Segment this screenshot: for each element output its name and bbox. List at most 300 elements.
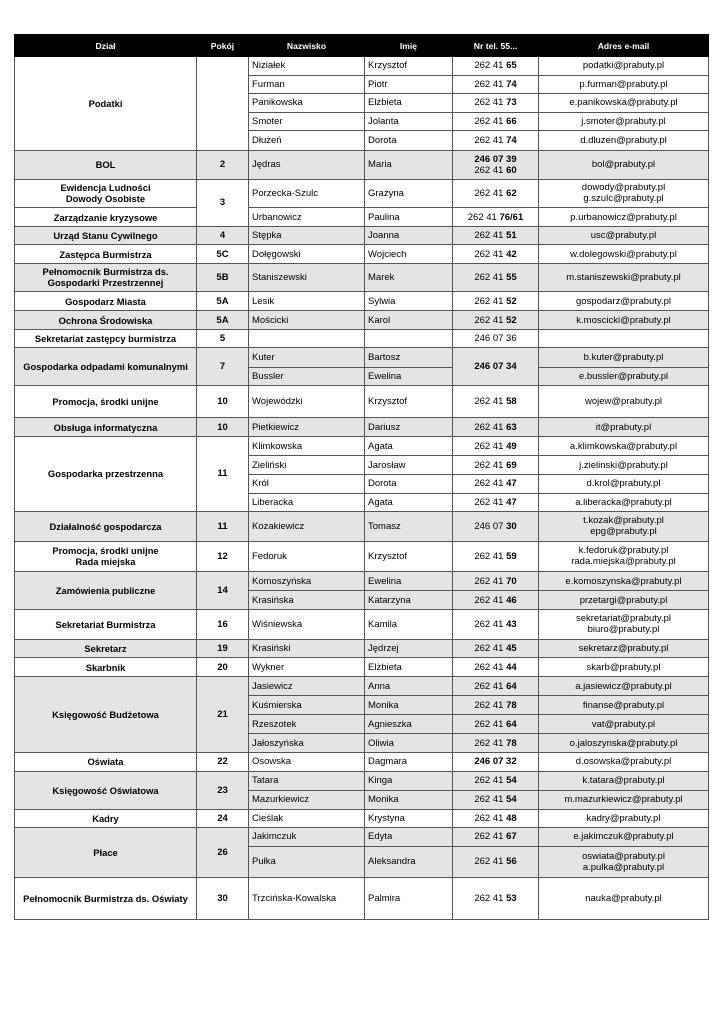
email-address: rada.miejska@prabuty.pl bbox=[571, 556, 676, 568]
table-row bbox=[15, 877, 709, 919]
phone-extension: 51 bbox=[506, 230, 517, 242]
phone-cell bbox=[453, 131, 539, 151]
first-name-cell: Ewelina bbox=[365, 367, 453, 386]
email-cell bbox=[539, 94, 709, 113]
email-cell bbox=[539, 828, 709, 847]
department-name: Podatki bbox=[88, 97, 123, 109]
surname-cell: Jędras bbox=[249, 150, 365, 179]
email-address: d.dluzen@prabuty.pl bbox=[580, 134, 667, 146]
department-name: BOL bbox=[95, 159, 116, 171]
phone-number bbox=[456, 700, 535, 711]
email-cell bbox=[539, 639, 709, 658]
email-cell bbox=[539, 436, 709, 456]
room-cell: 4 bbox=[197, 226, 249, 245]
department-name: Sekretariat zastępcy burmistrza bbox=[34, 333, 177, 345]
first-name-cell: Agata bbox=[365, 436, 453, 456]
phone-number bbox=[456, 396, 535, 407]
phone-cell bbox=[453, 846, 539, 877]
table-row bbox=[15, 329, 709, 348]
phone-cell bbox=[453, 639, 539, 658]
email-address: m.staniszewski@prabuty.pl bbox=[566, 271, 681, 283]
phone-extension: 70 bbox=[506, 575, 517, 587]
surname-cell: Zieliński bbox=[249, 456, 365, 475]
first-name-cell: Kinga bbox=[365, 771, 453, 791]
email-cell bbox=[539, 418, 709, 437]
first-name-cell: Marek bbox=[365, 263, 453, 291]
first-name-cell: Dorota bbox=[365, 131, 453, 151]
table-row bbox=[15, 541, 709, 571]
email-cell bbox=[539, 696, 709, 715]
phone-number bbox=[456, 441, 535, 452]
email-address: k.moscicki@prabuty.pl bbox=[576, 314, 671, 326]
department-cell bbox=[15, 609, 197, 639]
surname-cell: Rzeszotek bbox=[249, 714, 365, 734]
department-cell bbox=[15, 809, 197, 828]
phone-number bbox=[456, 497, 535, 508]
table-row bbox=[15, 245, 709, 264]
email-cell bbox=[539, 714, 709, 734]
phone-number bbox=[456, 60, 535, 71]
department-name: Gospodarz Miasta bbox=[65, 295, 146, 307]
room-cell: 16 bbox=[197, 609, 249, 639]
phone-prefix: 262 41 bbox=[467, 211, 500, 223]
phone-extension: 52 bbox=[506, 295, 517, 307]
surname-cell: Bussler bbox=[249, 367, 365, 386]
department-name: Skarbnik bbox=[85, 661, 126, 673]
phone-prefix: 262 41 bbox=[474, 550, 507, 562]
email-address: m.mazurkiewicz@prabuty.pl bbox=[564, 794, 683, 806]
first-name-cell: Krzysztof bbox=[365, 541, 453, 571]
email-address: d.osowska@prabuty.pl bbox=[575, 756, 672, 768]
phone-number bbox=[456, 272, 535, 283]
email-cell bbox=[539, 150, 709, 179]
department-name: Ewidencja Ludności bbox=[60, 182, 151, 194]
email-cell bbox=[539, 734, 709, 753]
surname-cell: Krasiński bbox=[249, 639, 365, 658]
phone-prefix: 262 41 bbox=[474, 396, 507, 408]
department-cell bbox=[15, 386, 197, 418]
room-cell: 21 bbox=[197, 676, 249, 752]
phone-number bbox=[456, 154, 535, 165]
email-address: w.dolegowski@prabuty.pl bbox=[570, 248, 677, 260]
email-address: it@prabuty.pl bbox=[595, 421, 652, 433]
surname-cell: Wykner bbox=[249, 658, 365, 677]
email-address: j.smoter@prabuty.pl bbox=[581, 115, 666, 127]
first-name-cell: Grażyna bbox=[365, 179, 453, 208]
phone-prefix: 262 41 bbox=[474, 295, 507, 307]
surname-cell: Krasińska bbox=[249, 591, 365, 610]
department-cell bbox=[15, 676, 197, 752]
phone-cell bbox=[453, 475, 539, 494]
phone-prefix: 262 41 bbox=[474, 115, 507, 127]
phone-number bbox=[456, 333, 535, 344]
email-address: p.furman@prabuty.pl bbox=[579, 78, 668, 90]
email-cell bbox=[539, 609, 709, 639]
surname-cell: Lesik bbox=[249, 291, 365, 311]
first-name-cell: Anna bbox=[365, 676, 453, 696]
email-cell bbox=[539, 179, 709, 208]
department-name: Gospodarki Przestrzennej bbox=[47, 277, 164, 289]
department-cell bbox=[15, 752, 197, 771]
phone-extension: 74 bbox=[506, 134, 517, 146]
phone-number bbox=[456, 595, 535, 606]
table-row bbox=[15, 150, 709, 179]
first-name-cell: Jędrzej bbox=[365, 639, 453, 658]
department-cell bbox=[15, 541, 197, 571]
room-cell: 5A bbox=[197, 291, 249, 311]
phone-cell bbox=[453, 734, 539, 753]
phone-extension: 64 bbox=[506, 718, 517, 730]
phone-cell bbox=[453, 591, 539, 610]
surname-cell: Osowska bbox=[249, 752, 365, 771]
phone-prefix: 262 41 bbox=[474, 271, 507, 283]
surname-cell: Fedoruk bbox=[249, 541, 365, 571]
phone-extension: 78 bbox=[506, 699, 517, 711]
email-address: e.panikowska@prabuty.pl bbox=[569, 97, 678, 109]
phone-extension: 63 bbox=[506, 421, 517, 433]
phone-extension: 64 bbox=[506, 680, 517, 692]
table-row bbox=[15, 658, 709, 677]
email-address: d.krol@prabuty.pl bbox=[586, 478, 661, 490]
phone-prefix: 246 07 bbox=[474, 520, 507, 532]
surname-cell: Pietkiewicz bbox=[249, 418, 365, 437]
phone-cell bbox=[453, 609, 539, 639]
email-address: vat@prabuty.pl bbox=[591, 718, 656, 730]
email-address: oswiata@prabuty.pl bbox=[582, 850, 665, 862]
phone-prefix: 262 41 bbox=[474, 134, 507, 146]
department-cell bbox=[15, 877, 197, 919]
email-cell bbox=[539, 676, 709, 696]
column-header-email: Adres e-mail bbox=[539, 35, 709, 57]
phone-cell bbox=[453, 263, 539, 291]
surname-cell: Mościcki bbox=[249, 311, 365, 330]
phone-prefix: 262 41 bbox=[474, 187, 507, 199]
department-name: Pełnomocnik Burmistrza ds. bbox=[42, 266, 169, 278]
phone-number bbox=[456, 521, 535, 532]
first-name-cell: Aleksandra bbox=[365, 846, 453, 877]
phone-prefix: 262 41 bbox=[474, 60, 507, 72]
email-address: finanse@prabuty.pl bbox=[582, 699, 665, 711]
surname-cell: Dołęgowski bbox=[249, 245, 365, 264]
email-cell bbox=[539, 571, 709, 591]
email-address: e.jakimczuk@prabuty.pl bbox=[573, 831, 674, 843]
email-address: bol@prabuty.pl bbox=[591, 159, 656, 171]
phone-extension: 48 bbox=[506, 812, 517, 824]
email-cell bbox=[539, 112, 709, 131]
room-cell: 30 bbox=[197, 877, 249, 919]
surname-cell: Jakimczuk bbox=[249, 828, 365, 847]
department-name: Księgowość Budżetowa bbox=[52, 708, 159, 720]
first-name-cell: Karol bbox=[365, 311, 453, 330]
email-cell bbox=[539, 591, 709, 610]
first-name-cell bbox=[365, 329, 453, 348]
email-address: gospodarz@prabuty.pl bbox=[575, 295, 672, 307]
phone-prefix: 262 41 bbox=[474, 575, 507, 587]
department-name: Obsługa informatyczna bbox=[53, 421, 158, 433]
department-name: Płace bbox=[93, 846, 118, 858]
email-cell bbox=[539, 846, 709, 877]
phone-cell bbox=[453, 696, 539, 715]
first-name-cell: Maria bbox=[365, 150, 453, 179]
table-header-row bbox=[15, 35, 709, 57]
phone-prefix: 262 41 bbox=[474, 856, 507, 868]
phone-extension: 42 bbox=[506, 248, 517, 260]
phone-extension: 30 bbox=[506, 520, 517, 532]
email-cell bbox=[539, 771, 709, 791]
phone-number bbox=[456, 794, 535, 805]
column-header-department: Dział bbox=[15, 35, 197, 57]
phone-prefix: 262 41 bbox=[474, 794, 507, 806]
phone-prefix: 262 41 bbox=[474, 680, 507, 692]
email-cell bbox=[539, 291, 709, 311]
phone-number bbox=[456, 756, 535, 767]
room-cell: 5B bbox=[197, 263, 249, 291]
surname-cell: Dłużeń bbox=[249, 131, 365, 151]
table-row bbox=[15, 571, 709, 591]
column-header-first-name: Imię bbox=[365, 35, 453, 57]
surname-cell: Mazurkiewicz bbox=[249, 791, 365, 810]
first-name-cell: Krzysztof bbox=[365, 386, 453, 418]
phone-cell bbox=[453, 57, 539, 76]
phone-prefix: 262 41 bbox=[474, 699, 507, 711]
email-cell bbox=[539, 367, 709, 386]
phone-number bbox=[456, 478, 535, 489]
phone-number bbox=[456, 249, 535, 260]
email-address: k.fedoruk@prabuty.pl bbox=[578, 545, 669, 557]
phone-cell bbox=[453, 752, 539, 771]
phone-prefix: 262 41 bbox=[474, 594, 507, 606]
phone-cell bbox=[453, 493, 539, 512]
first-name-cell: Joanna bbox=[365, 226, 453, 245]
department-name: Zamówienia publiczne bbox=[55, 584, 156, 596]
email-cell bbox=[539, 208, 709, 227]
email-cell bbox=[539, 809, 709, 828]
room-cell: 12 bbox=[197, 541, 249, 571]
email-address: b.kuter@prabuty.pl bbox=[583, 352, 664, 364]
department-cell bbox=[15, 418, 197, 437]
first-name-cell: Jolanta bbox=[365, 112, 453, 131]
table-row bbox=[15, 809, 709, 828]
room-cell: 20 bbox=[197, 658, 249, 677]
first-name-cell: Agata bbox=[365, 493, 453, 512]
surname-cell: Kuter bbox=[249, 348, 365, 368]
room-cell: 5A bbox=[197, 311, 249, 330]
department-cell bbox=[15, 771, 197, 809]
email-address: p.urbanowicz@prabuty.pl bbox=[570, 211, 677, 223]
first-name-cell: Paulina bbox=[365, 208, 453, 227]
surname-cell: Staniszewski bbox=[249, 263, 365, 291]
phone-extension: 62 bbox=[506, 187, 517, 199]
surname-cell: Urbanowicz bbox=[249, 208, 365, 227]
phone-cell bbox=[453, 245, 539, 264]
phone-number bbox=[456, 165, 535, 176]
email-address: skarb@prabuty.pl bbox=[586, 661, 661, 673]
phone-prefix: 262 41 bbox=[474, 230, 507, 242]
department-name: Zastępca Burmistrza bbox=[59, 248, 152, 260]
phone-prefix: 262 41 bbox=[474, 459, 507, 471]
first-name-cell: Monika bbox=[365, 696, 453, 715]
phone-cell bbox=[453, 436, 539, 456]
email-address: podatki@prabuty.pl bbox=[582, 60, 665, 72]
phone-number bbox=[456, 893, 535, 904]
phone-cell bbox=[453, 311, 539, 330]
room-cell: 26 bbox=[197, 828, 249, 877]
phone-prefix: 262 41 bbox=[474, 97, 507, 109]
table-body bbox=[15, 57, 709, 920]
surname-cell: Wiśniewska bbox=[249, 609, 365, 639]
phone-prefix: 262 41 bbox=[474, 643, 507, 654]
department-cell bbox=[15, 658, 197, 677]
phone-number bbox=[456, 315, 535, 326]
department-name: Promocja, środki unijne bbox=[52, 396, 159, 408]
department-cell bbox=[15, 208, 197, 227]
department-cell bbox=[15, 311, 197, 330]
table-row bbox=[15, 226, 709, 245]
department-cell bbox=[15, 150, 197, 179]
department-cell bbox=[15, 263, 197, 291]
table-row bbox=[15, 512, 709, 542]
room-cell: 11 bbox=[197, 436, 249, 511]
first-name-cell: Palmira bbox=[365, 877, 453, 919]
surname-cell: Klimkowska bbox=[249, 436, 365, 456]
phone-prefix: 262 41 bbox=[474, 248, 507, 260]
email-address: sekretarz@prabuty.pl bbox=[578, 643, 669, 654]
phone-prefix: 262 41 bbox=[474, 812, 507, 824]
room-cell: 7 bbox=[197, 348, 249, 386]
phone-cell bbox=[453, 208, 539, 227]
phone-prefix: 262 41 bbox=[474, 718, 507, 730]
room-cell: 14 bbox=[197, 571, 249, 609]
phone-number bbox=[456, 97, 535, 108]
surname-cell: Liberacka bbox=[249, 493, 365, 512]
table-row bbox=[15, 291, 709, 311]
phone-prefix: 262 41 bbox=[474, 737, 507, 749]
email-address: nauka@prabuty.pl bbox=[585, 892, 662, 904]
email-address: k.tatara@prabuty.pl bbox=[582, 775, 665, 787]
department-cell bbox=[15, 436, 197, 511]
first-name-cell: Krzysztof bbox=[365, 57, 453, 76]
email-cell bbox=[539, 263, 709, 291]
table-row bbox=[15, 609, 709, 639]
phone-extension: 76/61 bbox=[499, 211, 524, 223]
surname-cell: Wojewódzki bbox=[249, 386, 365, 418]
phone-extension: 58 bbox=[506, 396, 517, 408]
phone-extension: 54 bbox=[506, 775, 517, 787]
email-cell bbox=[539, 311, 709, 330]
phone-cell bbox=[453, 348, 539, 386]
surname-cell: Cieślak bbox=[249, 809, 365, 828]
table-row bbox=[15, 179, 709, 208]
phone-extension: 53 bbox=[506, 892, 517, 904]
phone-prefix: 262 41 bbox=[474, 421, 507, 433]
email-address: usc@prabuty.pl bbox=[590, 230, 657, 242]
surname-cell: Król bbox=[249, 475, 365, 494]
table-row bbox=[15, 263, 709, 291]
surname-cell: Komoszyńska bbox=[249, 571, 365, 591]
phone-number bbox=[456, 188, 535, 199]
first-name-cell: Ewelina bbox=[365, 571, 453, 591]
room-cell: 2 bbox=[197, 150, 249, 179]
email-cell bbox=[539, 245, 709, 264]
phone-cell bbox=[453, 658, 539, 677]
first-name-cell: Agnieszka bbox=[365, 714, 453, 734]
department-cell bbox=[15, 179, 197, 208]
phone-cell bbox=[453, 179, 539, 208]
phone-number bbox=[456, 643, 535, 654]
department-name: Kadry bbox=[92, 812, 119, 824]
room-cell: 11 bbox=[197, 512, 249, 542]
first-name-cell: Elżbieta bbox=[365, 94, 453, 113]
room-cell: 23 bbox=[197, 771, 249, 809]
email-address: g.szulc@prabuty.pl bbox=[583, 193, 664, 205]
phone-extension: 43 bbox=[506, 618, 517, 630]
table-row bbox=[15, 771, 709, 791]
email-cell bbox=[539, 512, 709, 542]
table-row bbox=[15, 676, 709, 696]
phone-number bbox=[456, 361, 535, 372]
phone-prefix: 262 41 bbox=[474, 164, 507, 176]
phone-number bbox=[456, 460, 535, 471]
phone-extension: 44 bbox=[506, 661, 517, 673]
phone-cell bbox=[453, 714, 539, 734]
surname-cell: Jasiewicz bbox=[249, 676, 365, 696]
email-address: wojew@prabuty.pl bbox=[584, 396, 663, 408]
surname-cell: Stępka bbox=[249, 226, 365, 245]
phone-number bbox=[456, 775, 535, 786]
room-cell: 5 bbox=[197, 329, 249, 348]
first-name-cell: Wojciech bbox=[365, 245, 453, 264]
phone-extension: 73 bbox=[506, 97, 517, 109]
phone-number bbox=[456, 662, 535, 673]
first-name-cell: Edyta bbox=[365, 828, 453, 847]
email-address: kadry@prabuty.pl bbox=[586, 812, 661, 824]
phone-extension: 49 bbox=[506, 440, 517, 452]
phone-extension: 246 07 34 bbox=[474, 361, 517, 373]
room-cell: 3 bbox=[197, 179, 249, 226]
phone-prefix: 262 41 bbox=[474, 831, 507, 843]
room-cell bbox=[197, 57, 249, 151]
phone-extension: 46 bbox=[506, 594, 517, 606]
phone-extension: 59 bbox=[506, 550, 517, 562]
email-cell bbox=[539, 348, 709, 368]
first-name-cell: Piotr bbox=[365, 75, 453, 94]
room-cell: 22 bbox=[197, 752, 249, 771]
table-row bbox=[15, 386, 709, 418]
column-header-room: Pokój bbox=[197, 35, 249, 57]
room-cell: 10 bbox=[197, 386, 249, 418]
phone-number bbox=[456, 116, 535, 127]
department-name: Dowody Osobiste bbox=[65, 193, 146, 205]
phone-number bbox=[456, 79, 535, 90]
phone-prefix: 262 41 bbox=[474, 440, 507, 452]
phone-prefix: 262 41 bbox=[474, 496, 507, 508]
phone-cell bbox=[453, 329, 539, 348]
first-name-cell: Jarosław bbox=[365, 456, 453, 475]
table-row bbox=[15, 752, 709, 771]
phone-cell bbox=[453, 676, 539, 696]
email-address: przetargi@prabuty.pl bbox=[579, 594, 668, 606]
email-address: a.klimkowska@prabuty.pl bbox=[569, 440, 678, 452]
first-name-cell: Tomasz bbox=[365, 512, 453, 542]
first-name-cell: Sylwia bbox=[365, 291, 453, 311]
first-name-cell: Monika bbox=[365, 791, 453, 810]
department-name: Promocja, środki unijne bbox=[52, 545, 159, 557]
department-name: Oświata bbox=[87, 756, 124, 768]
phone-cell bbox=[453, 291, 539, 311]
phone-number bbox=[456, 212, 535, 223]
room-cell: 24 bbox=[197, 809, 249, 828]
phone-extension: 52 bbox=[506, 314, 517, 326]
